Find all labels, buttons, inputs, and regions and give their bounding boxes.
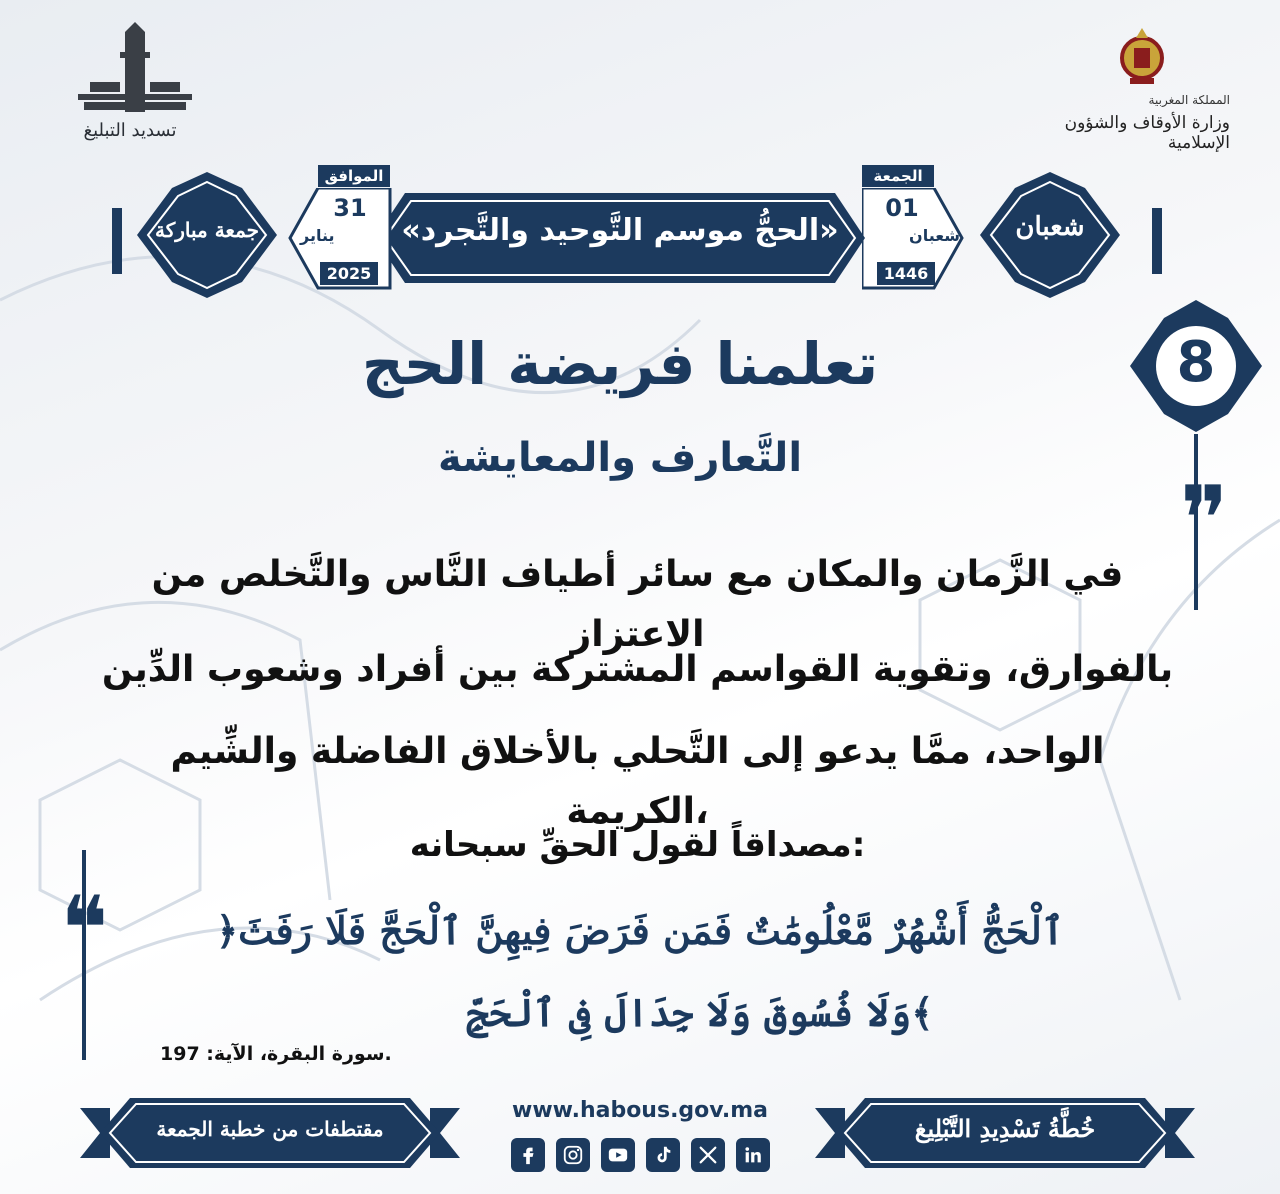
- greg-month: يناير: [300, 226, 335, 245]
- kingdom-name: المملكة المغربية: [1148, 93, 1230, 107]
- hijri-year: 1446: [877, 262, 935, 285]
- excerpts-banner-label: مقتطفات من خطبة الجمعة: [156, 1117, 384, 1141]
- month-badge-label: شعبان: [1015, 212, 1085, 242]
- friday-badge-label: جمعة مباركة: [154, 218, 259, 242]
- hijri-day: 01: [885, 194, 919, 222]
- instagram-icon[interactable]: [556, 1138, 590, 1172]
- paragraph-line-3: الواحد، ممَّا يدعو إلى التَّحلي بالأخلاق الفاضلة والشِّيم الكريمة،: [170, 731, 1105, 832]
- greg-label: الموافق: [318, 165, 390, 187]
- verse-reference: سورة البقرة، الآية: 197.: [160, 1043, 392, 1065]
- plan-banner-label: خُطَّةُ تَسْدِيدِ التَّبْلِيغ: [914, 1114, 1096, 1143]
- facebook-icon[interactable]: [511, 1138, 545, 1172]
- quote-open-icon: ❞: [1180, 467, 1229, 572]
- hijri-month: شعبان: [909, 226, 960, 245]
- greg-day: 31: [333, 194, 367, 222]
- tiktok-icon[interactable]: [646, 1138, 680, 1172]
- subtitle: التَّعارف والمعايشة: [437, 435, 803, 481]
- greg-year: 2025: [320, 262, 378, 285]
- royal-crest-icon: [1112, 26, 1172, 88]
- x-icon[interactable]: [691, 1138, 725, 1172]
- verse-line-2: وَلَا فُسُوقَ وَلَا جِدَالَ فِى ٱلْحَجِّ﴾: [466, 990, 934, 1035]
- logo-caption: تسديد التبليغ: [83, 120, 177, 141]
- verse-line-1: ﴿ٱلْحَجُّ أَشْهُرٌ مَّعْلُومَٰتٌ فَمَن فَرَضَ فِيهِنَّ ٱلْحَجَّ فَلَا رَفَثَ: [215, 908, 1065, 953]
- quote-close-icon: ❝: [60, 877, 109, 982]
- ministry-name: وزارة الأوقاف والشؤون الإسلامية: [1064, 113, 1230, 153]
- paragraph-line-2: بالفوارق، وتقوية القواسم المشتركة بين أفراد وشعوب الدِّين: [101, 649, 1174, 690]
- paragraph-line-4: مصداقاً لقول الحقِّ سبحانه:: [409, 825, 866, 865]
- linkedin-icon[interactable]: [736, 1138, 770, 1172]
- header-divider-left: [112, 208, 122, 274]
- website-link[interactable]: www.habous.gov.ma: [512, 1098, 768, 1123]
- day-label: الجمعة: [862, 165, 934, 187]
- header-divider-right: [1152, 208, 1162, 274]
- main-title: تعلمنا فريضة الحج: [361, 330, 879, 398]
- paragraph-line-1: في الزَّمان والمكان مع سائر أطياف النَّاس والتَّخلص من الاعتزاز: [151, 554, 1124, 655]
- item-number: 8: [1176, 330, 1216, 395]
- sermon-title: «الحجُّ موسم التَّوحيد والتَّجرد»: [401, 213, 839, 248]
- youtube-icon[interactable]: [601, 1138, 635, 1172]
